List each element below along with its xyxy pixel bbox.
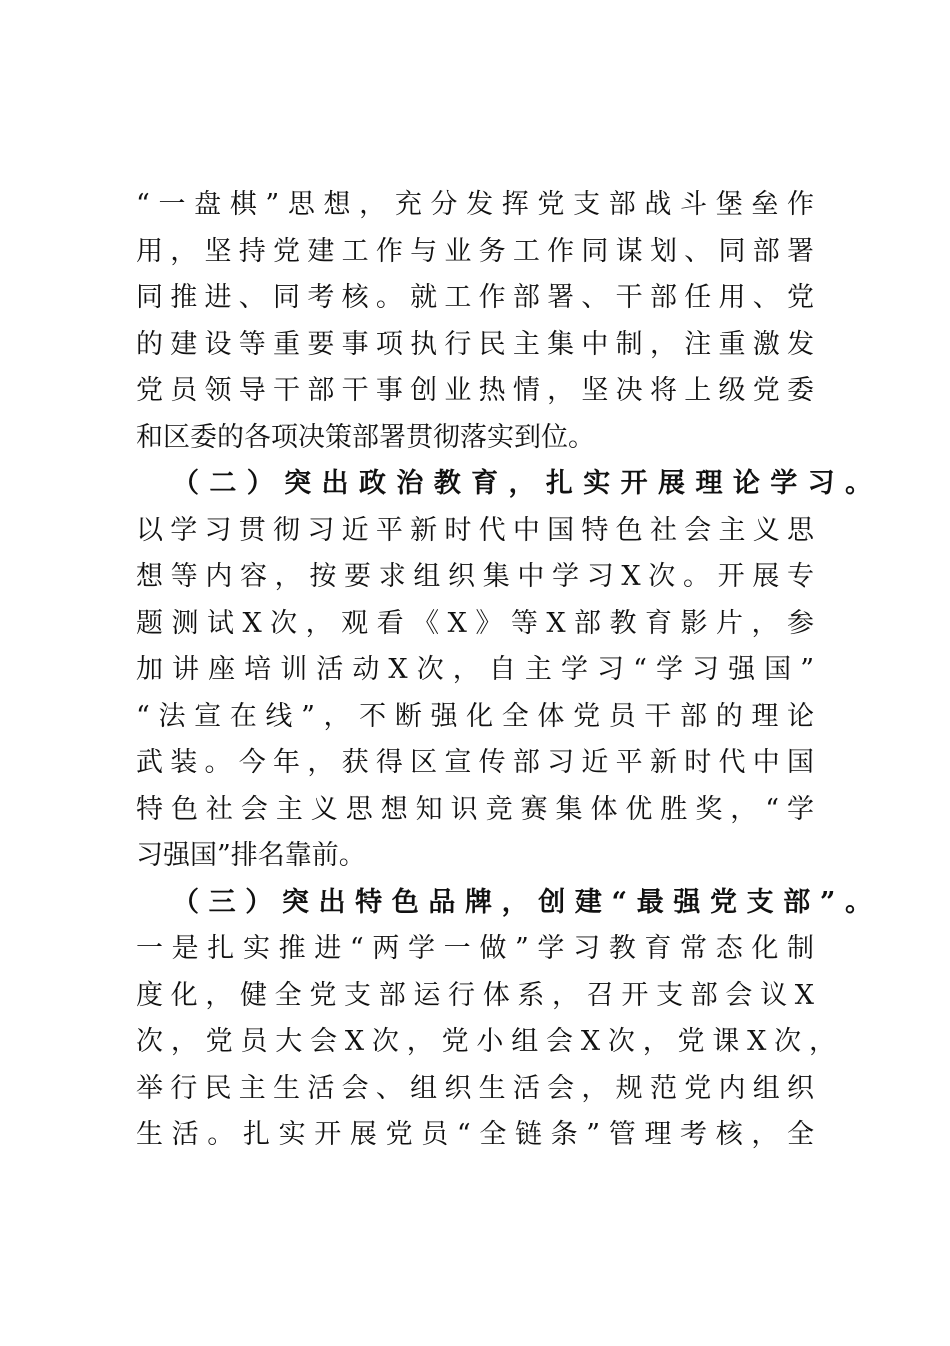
text-line: 的建设等重要事项执行民主集中制，注重激发: [136, 328, 814, 360]
text-line: “法宣在线”，不断强化全体党员干部的理论: [136, 700, 814, 732]
text-line: 和区委的各项决策部署贯彻落实到位。: [136, 421, 595, 453]
text-line: 举行民主生活会、组织生活会，规范党内组织: [136, 1072, 814, 1104]
text-line: 题测试X次，观看《X》等X部教育影片，参: [136, 607, 814, 639]
text-line: “一盘棋”思想，充分发挥党支部战斗堡垒作: [136, 189, 814, 220]
text-line: 用，坚持党建工作与业务工作同谋划、同部署: [136, 235, 814, 267]
body-text: [136, 182, 872, 1159]
text-line: 习强国”排名靠前。: [136, 840, 366, 871]
text-line: 以学习贯彻习近平新时代中国特色社会主义思: [136, 514, 814, 546]
section-heading: （三）突出特色品牌，创建“最强党支部”。: [172, 886, 872, 918]
text-line: 一是扎实推进“两学一做”学习教育常态化制: [136, 933, 814, 964]
text-line: 党员领导干部干事创业热情，坚决将上级党委: [136, 375, 814, 406]
text-line: 生活。扎实开展党员“全链条”管理考核，全: [136, 1119, 814, 1150]
section-heading: （二）突出政治教育，扎实开展理论学习。: [172, 468, 872, 499]
text-line: 武装。今年，获得区宣传部习近平新时代中国: [136, 747, 814, 778]
text-line: 度化，健全党支部运行体系，召开支部会议X: [136, 979, 814, 1011]
text-line: 加讲座培训活动X次，自主学习“学习强国”: [136, 654, 814, 685]
text-line: 次，党员大会X次，党小组会X次，党课X次，: [136, 1026, 836, 1057]
text-line: 想等内容，按要求组织集中学习X次。开展专: [136, 561, 814, 592]
text-line: 特色社会主义思想知识竞赛集体优胜奖，“学: [136, 793, 814, 825]
text-line: 同推进、同考核。就工作部署、干部任用、党: [136, 282, 814, 313]
